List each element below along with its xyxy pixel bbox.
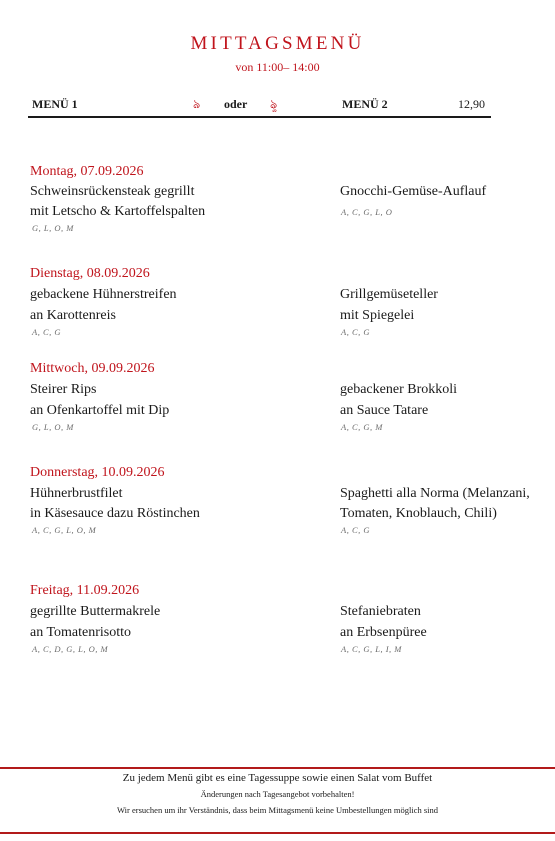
menu1-dish-line1: gebackene Hühnerstreifen [30,287,177,302]
footer-note-changes: Änderungen nach Tagesangebot vorbehalten! [200,789,355,799]
menu1-dish-line2: an Ofenkartoffel mit Dip [30,403,170,418]
menu2-dish-line2: mit Spiegelei [340,308,415,323]
menu1-dish-line2: an Tomatenrisotto [30,625,132,640]
menu1-allergens: G, L, O, M [32,223,74,233]
footer-note-buffet: Zu jedem Menü gibt es eine Tagessuppe sowie einen Salat vom Buffet [122,772,433,784]
menu2-dish-line1: gebackener Brokkoli [340,382,458,397]
menu2-dish-line2: Tomaten, Knoblauch, Chili) [340,506,497,521]
menu2-allergens: A, C, G [341,327,370,337]
menu2-allergens: A, C, G, M [341,422,383,432]
menu2-allergens: A, C, G, L, I, M [341,644,402,654]
menu1-label: MENÜ 1 [32,97,78,111]
menu1-allergens: A, C, G, L, O, M [32,525,97,535]
day-title-tuesday: Dienstag, 08.09.2026 [30,266,150,281]
menu1-dish-line2: in Käsesauce dazu Röstinchen [30,506,200,521]
page-title: MITTAGSMENÜ [190,33,365,54]
menu1-dish-line2: mit Letscho & Kartoffelspalten [30,204,206,219]
day-title-wednesday: Mittwoch, 09.09.2026 [30,361,155,376]
menu1-dish-line1: Schweinsrückensteak gegrillt [30,184,195,199]
menu1-dish-line1: gegrillte Buttermakrele [30,604,161,619]
menu2-dish-line1: Spaghetti alla Norma (Melanzani, [340,486,530,501]
menu1-allergens: G, L, O, M [32,422,74,432]
footer-top-rule [0,767,555,769]
footer-bottom-rule [0,832,555,834]
menu2-label: MENÜ 2 [342,97,388,111]
day-title-friday: Freitag, 11.09.2026 [30,583,140,598]
ornament-left-icon: ঌ [193,97,201,111]
ornament-right-icon: ৡ [270,97,278,111]
menu2-dish-line1: Grillgemüseteller [340,287,438,302]
menu2-allergens: A, C, G, L, O [341,207,393,217]
menu1-dish-line2: an Karottenreis [30,308,116,323]
or-label: oder [224,97,248,111]
menu1-allergens: A, C, D, G, L, O, M [32,644,109,654]
menu2-dish-line1: Gnocchi-Gemüse-Auflauf [340,184,487,199]
menu1-allergens: A, C, G [32,327,61,337]
menu2-dish-line2: an Sauce Tatare [340,403,429,418]
header-rule [28,116,491,118]
day-title-monday: Montag, 07.09.2026 [30,164,144,179]
menu1-dish-line1: Steirer Rips [30,382,97,397]
price: 12,90 [458,97,485,111]
menu2-dish-line2: an Erbsenpüree [340,625,427,640]
day-title-thursday: Donnerstag, 10.09.2026 [30,465,165,480]
opening-hours: von 11:00– 14:00 [235,60,320,74]
menu2-dish-line1: Stefaniebraten [340,604,421,619]
menu1-dish-line1: Hühnerbrustfilet [30,486,123,501]
menu2-allergens: A, C, G [341,525,370,535]
footer-note-orders: Wir ersuchen um ihr Verständnis, dass beim Mittagsmenü keine Umbestellungen möglich sind [116,805,439,815]
